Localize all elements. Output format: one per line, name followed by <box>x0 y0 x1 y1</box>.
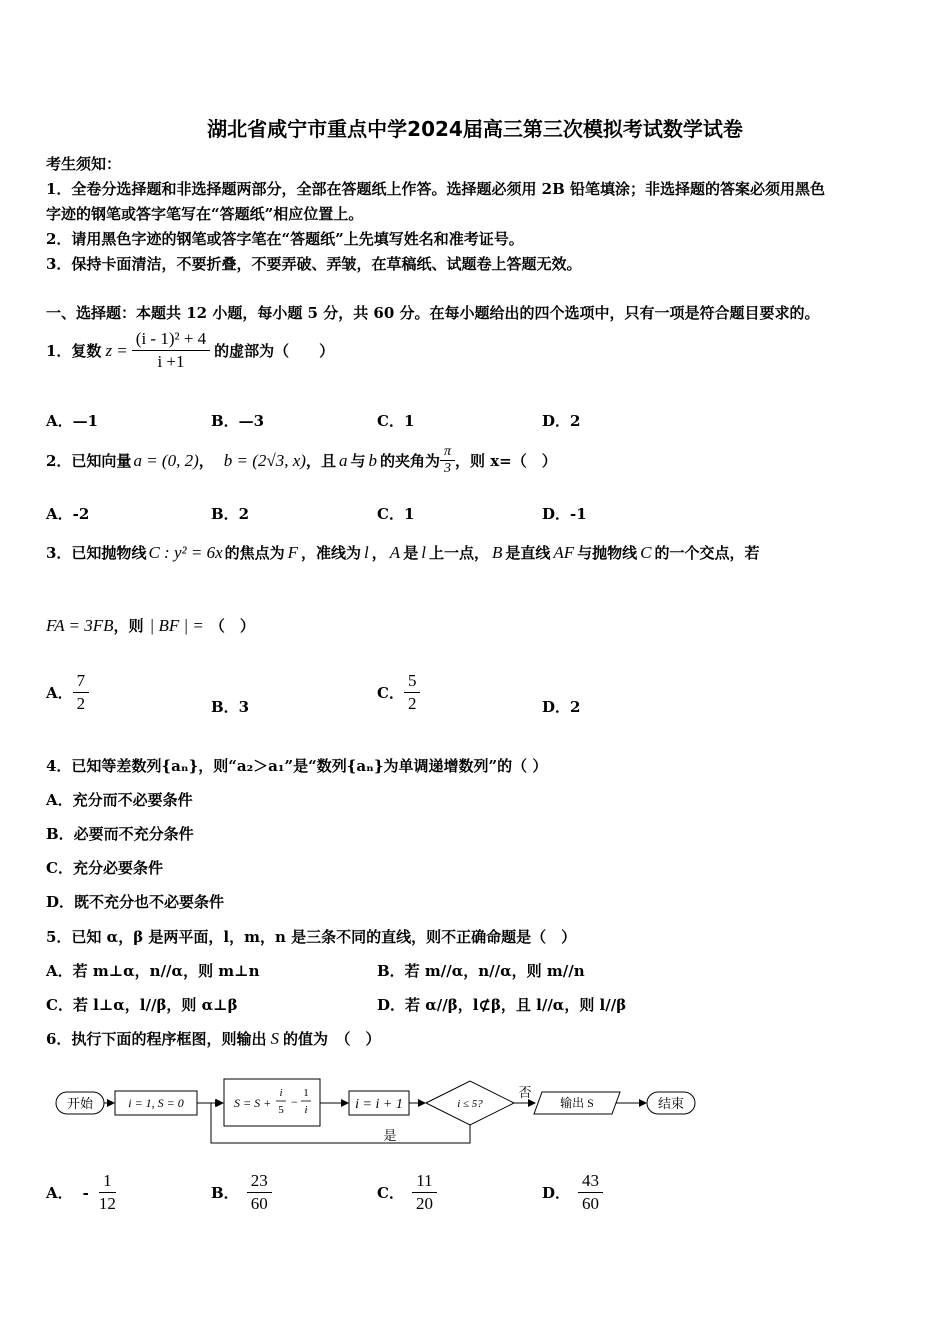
question-2 <box>46 444 557 477</box>
q2-option-a[interactable]: A．-2 <box>46 505 90 523</box>
flow-output-label: 输出 S <box>560 1096 594 1110</box>
q5-option-a[interactable]: A．若 m⊥α，n//α，则 m⊥n <box>46 962 260 980</box>
q6-option-b-den: 60 <box>250 1194 268 1213</box>
q3-t2: ，准线为 <box>301 544 362 562</box>
q6-suffix: 的值为 （ ） <box>282 1030 381 1048</box>
q2-option-b[interactable]: B．2 <box>211 505 250 523</box>
q1-option-b[interactable]: B．—3 <box>211 412 265 430</box>
q3-t7: 与抛物线 <box>577 544 638 562</box>
flow-update-f1-num: i <box>279 1087 283 1099</box>
q1-denominator: i +1 <box>157 352 185 371</box>
q3-t9: ，则 <box>113 617 144 635</box>
q6-option-d-num: 43 <box>578 1170 603 1193</box>
q3-option-a[interactable] <box>46 670 89 715</box>
flow-decision-label: i ≤ 5? <box>457 1098 483 1110</box>
q6-option-d-label: D． <box>542 1184 571 1202</box>
q2-vector-a: a = (0, 2) <box>133 450 199 470</box>
question-3 <box>46 542 760 563</box>
q6-option-c-num: 11 <box>412 1170 436 1193</box>
q2-mid: ，且 <box>305 452 336 470</box>
q3-option-b[interactable]: B．3 <box>211 698 250 716</box>
q3-option-a-num: 7 <box>73 670 90 693</box>
q3-prefix: 3．已知抛物线 <box>46 544 147 562</box>
q4-option-c[interactable]: C．充分必要条件 <box>46 859 163 877</box>
q6-option-c-fraction <box>412 1170 437 1215</box>
q3-AF: AF <box>553 542 575 562</box>
q3-t8: 的一个交点，若 <box>654 544 760 562</box>
q6-option-a-sign: - <box>82 1183 89 1202</box>
question-3-line2 <box>46 615 255 636</box>
q3-option-d[interactable]: D．2 <box>542 698 581 716</box>
flow-yes-label: 是 <box>383 1128 397 1143</box>
q3-t10: （ ） <box>209 617 255 635</box>
q3-t3: ， <box>371 544 387 562</box>
q6-option-c-label: C． <box>377 1184 404 1202</box>
q3-F: F <box>287 542 299 562</box>
question-5: 5．已知 α，β 是两平面，l，m，n 是三条不同的直线，则不正确命题是（ ） <box>46 928 577 946</box>
q3-l2: l <box>421 542 426 562</box>
q5-option-d[interactable]: D．若 α//β，l⊄β，且 l//α，则 l//β <box>377 996 627 1014</box>
q6-option-c[interactable] <box>377 1170 437 1215</box>
q3-option-c-fraction <box>404 670 421 715</box>
q6-option-c-den: 20 <box>415 1194 433 1213</box>
q2-option-c[interactable]: C．1 <box>377 505 415 523</box>
q3-option-c-den: 2 <box>407 694 417 713</box>
q6-option-a-fraction <box>95 1170 120 1215</box>
q3-l: l <box>364 542 369 562</box>
q3-t1: 的焦点为 <box>224 544 285 562</box>
q3-option-a-label: A． <box>46 684 73 702</box>
q2-a: a <box>338 450 348 470</box>
q3-option-a-fraction <box>73 670 90 715</box>
flow-no-label: 否 <box>518 1085 532 1100</box>
flow-update-f2-num: 1 <box>303 1087 309 1099</box>
question-4: 4．已知等差数列{aₙ}，则“a₂＞a₁”是“数列{aₙ}为单调递增数列”的（ ） <box>46 757 548 775</box>
q2-vector-b: b = (2√3, x) <box>223 450 306 470</box>
flow-increment-label: i = i + 1 <box>355 1097 403 1112</box>
notice-heading: 考生须知： <box>46 155 122 173</box>
q3-curve: C : y² = 6x <box>148 542 223 562</box>
flow-update-minus: − <box>291 1095 298 1109</box>
notice-line-3: 3．保持卡面清洁，不要折叠，不要弄破、弄皱，在草稿纸、试题卷上答题无效。 <box>46 255 582 273</box>
flow-update-f1-den: 5 <box>278 1104 284 1116</box>
q3-option-c-label: C． <box>377 684 404 702</box>
q1-numerator: (i - 1)² + 4 <box>132 328 210 351</box>
flow-init-label: i = 1, S = 0 <box>128 1096 184 1110</box>
q4-option-d[interactable]: D．既不充分也不必要条件 <box>46 893 225 911</box>
flow-start-label: 开始 <box>66 1096 94 1111</box>
question-6 <box>46 1028 380 1049</box>
q5-option-b[interactable]: B．若 m//α，n//α，则 m//n <box>377 962 585 980</box>
q3-t6: 是直线 <box>505 544 551 562</box>
q2-and: 与 <box>350 452 366 470</box>
q6-option-b-fraction <box>247 1170 272 1215</box>
q3-condition: FA = 3FB <box>46 615 114 635</box>
q6-prefix: 6．执行下面的程序框图，则输出 <box>46 1030 267 1048</box>
q3-option-c[interactable] <box>377 670 420 715</box>
q1-lhs: z = <box>105 340 128 360</box>
q1-prefix: 1．复数 <box>46 342 102 360</box>
q3-t5: 上一点， <box>428 544 489 562</box>
q2-angle-den: 3 <box>443 461 451 476</box>
q2-angle-fraction <box>440 444 455 477</box>
q2-suffix: ，则 x=（ ） <box>455 452 557 470</box>
page-title: 湖北省咸宁市重点中学2024届高三第三次模拟考试数学试卷 <box>207 117 743 141</box>
q2-option-d[interactable]: D．-1 <box>542 505 587 523</box>
q6-option-a[interactable] <box>46 1170 120 1215</box>
q3-A: A <box>389 542 401 562</box>
notice-line-1b: 字迹的钢笔或答字笔写在“答题纸”相应位置上。 <box>46 205 364 223</box>
q5-option-c[interactable]: C．若 l⊥α，l//β，则 α⊥β <box>46 996 238 1014</box>
q6-S: S <box>270 1028 279 1048</box>
notice-line-1a: 1．全卷分选择题和非选择题两部分，全部在答题纸上作答。选择题必须用 2B 铅笔填涂；非选择题的答案必须用黑色 <box>46 180 826 198</box>
q6-option-a-label: A． <box>46 1184 73 1202</box>
q6-option-b-label: B． <box>211 1184 239 1202</box>
flow-update-lhs: S = S + <box>234 1096 272 1110</box>
q6-option-d[interactable] <box>542 1170 603 1215</box>
q2-prefix: 2．已知向量 <box>46 452 132 470</box>
q6-option-b[interactable] <box>211 1170 272 1215</box>
q2-b: b <box>368 450 377 470</box>
q6-option-a-num: 1 <box>99 1170 116 1193</box>
q3-C: C <box>640 542 652 562</box>
q3-t4: 是 <box>403 544 419 562</box>
q3-option-c-num: 5 <box>404 670 421 693</box>
flowchart <box>50 1075 710 1150</box>
q4-option-a[interactable]: A．充分而不必要条件 <box>46 791 193 809</box>
q2-sep: ， <box>198 452 214 470</box>
q4-option-b[interactable]: B．必要而不充分条件 <box>46 825 194 843</box>
q6-option-d-fraction <box>578 1170 603 1215</box>
q6-option-a-den: 12 <box>98 1194 116 1213</box>
q1-suffix: 的虚部为（ ） <box>214 342 335 360</box>
section-heading: 一、选择题：本题共 12 小题，每小题 5 分，共 60 分。在每小题给出的四个选项中，只有一项是符合题目要求的。 <box>46 304 820 322</box>
notice-line-2: 2．请用黑色字迹的钢笔或答字笔在“答题纸”上先填写姓名和准考证号。 <box>46 230 524 248</box>
q3-option-a-den: 2 <box>76 694 86 713</box>
q2-angle-text: 的夹角为 <box>379 452 440 470</box>
q6-option-d-den: 60 <box>582 1194 600 1213</box>
q3-B: B <box>491 542 503 562</box>
flow-end-label: 结束 <box>657 1096 685 1111</box>
q2-angle-num: π <box>440 444 455 461</box>
q1-option-c[interactable]: C．1 <box>377 412 415 430</box>
q1-option-d[interactable]: D．2 <box>542 412 581 430</box>
flow-update-f2-den: i <box>304 1104 308 1116</box>
q1-fraction <box>132 328 210 373</box>
q1-option-a[interactable]: A．—1 <box>46 412 99 430</box>
q3-bf: | BF | = <box>149 615 204 635</box>
q6-option-b-num: 23 <box>247 1170 272 1193</box>
question-1 <box>46 328 334 373</box>
